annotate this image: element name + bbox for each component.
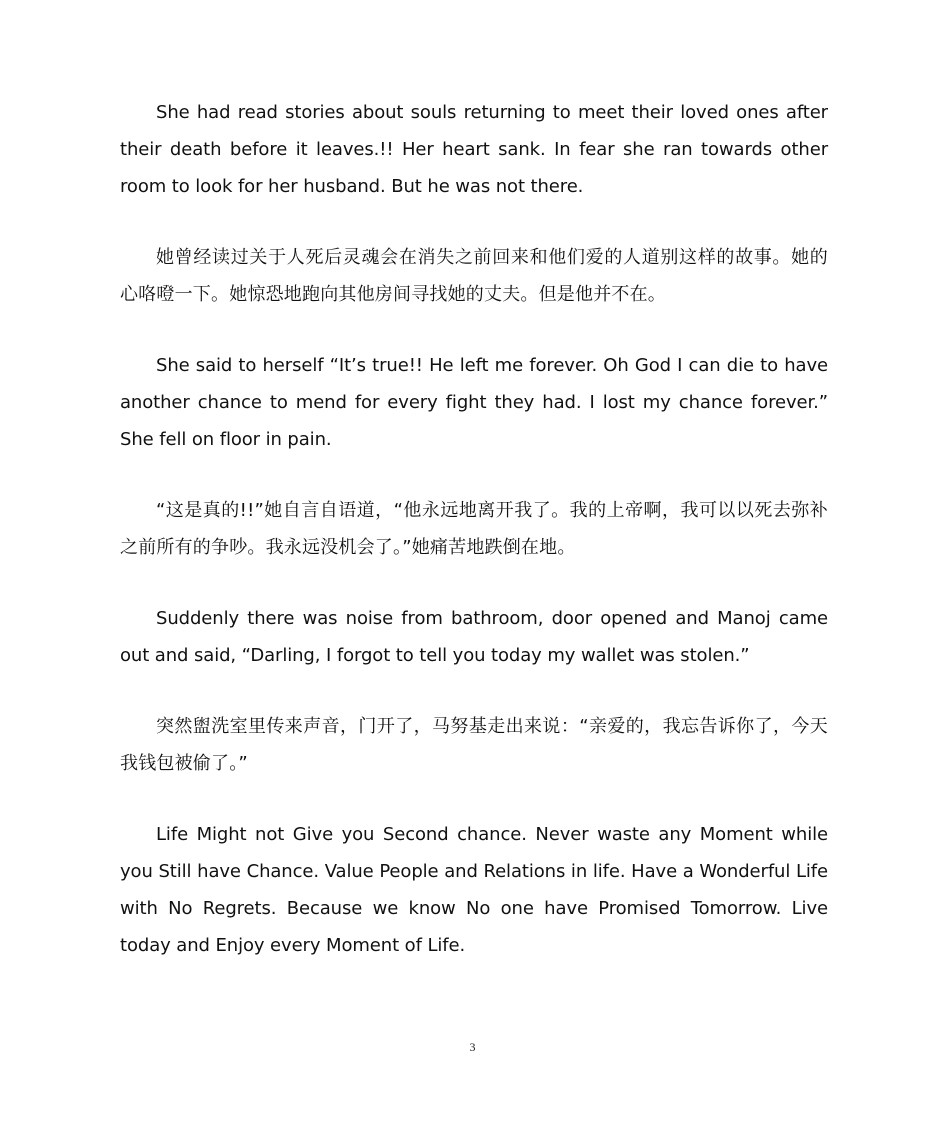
- paragraph-2-chinese: “这是真的!!”她自言自语道，“他永远地离开我了。我的上帝啊，我可以以死去弥补之前所有的争吵。我永远没机会了。”她痛苦地跌倒在地。: [120, 500, 828, 558]
- paragraph-3-chinese: 突然盥洗室里传来声音，门开了，马努基走出来说：“亲爱的，我忘告诉你了，今天我钱包被偷了。”: [120, 716, 828, 774]
- paragraph-1-english: She had read stories about souls returning to meet their loved ones after their death before it leaves.!! Her heart sank. In fear she ran towards other room to look for her husband. But he was not there.: [120, 102, 828, 197]
- document-body: [120, 94, 828, 998]
- page-number: 3: [469, 1040, 476, 1054]
- paragraph-1-chinese: 她曾经读过关于人死后灵魂会在消失之前回来和他们爱的人道别这样的故事。她的心咯噔一下。她惊恐地跑向其他房间寻找她的丈夫。但是他并不在。: [120, 247, 828, 305]
- paragraph-2-english: She said to herself “It’s true!! He left me forever. Oh God I can die to have another chance to mend for every fight they had. I lost my chance forever.” She fell on floor in pain.: [120, 355, 828, 450]
- paragraph-3-english: Suddenly there was noise from bathroom, door opened and Manoj came out and said, “Darling, I forgot to tell you today my wallet was stolen.”: [120, 608, 828, 666]
- paragraph-4-english: Life Might not Give you Second chance. Never waste any Moment while you Still have Chance. Value People and Relations in life. Have a Wonderful Life with No Regrets. Because we know No one have Promised Tomorrow. Live today and Enjoy every Moment of Life.: [120, 824, 828, 956]
